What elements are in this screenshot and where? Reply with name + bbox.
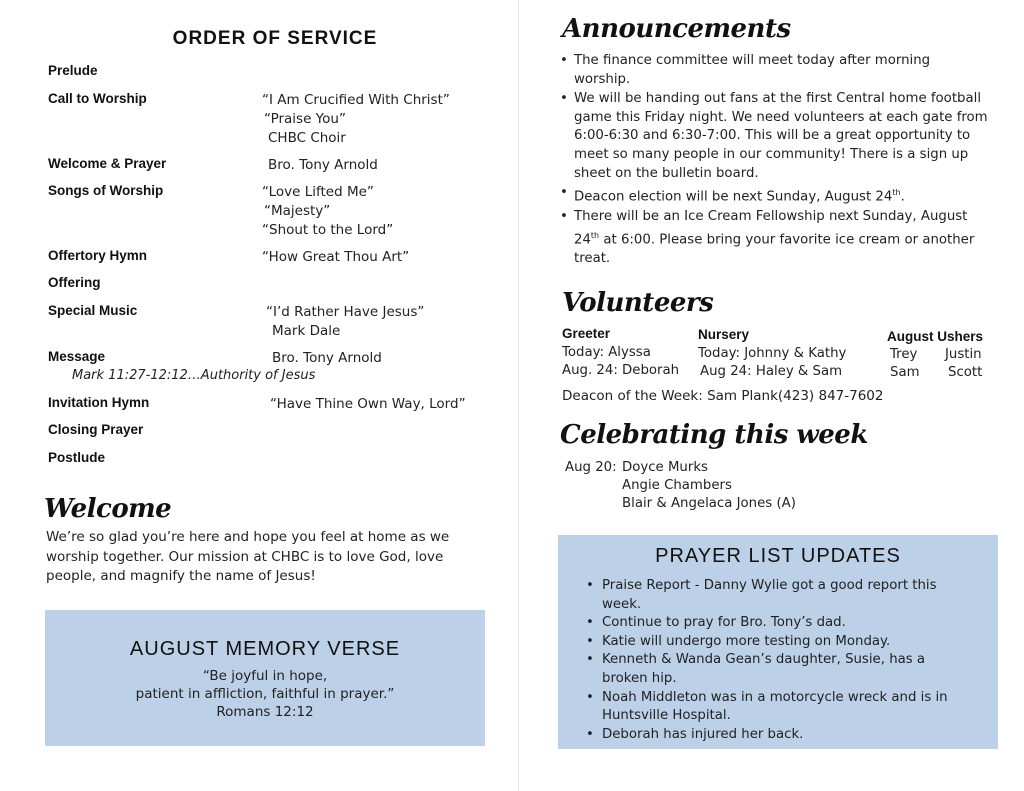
announcement-item: • There will be an Ice Cream Fellowship next Sunday, August 24th at 6:00. Please bring your favorite ice cream or another treat. (560, 208, 990, 268)
service-value: “I’d Rather Have Jesus” (266, 304, 425, 320)
service-value: Mark Dale (272, 323, 341, 339)
service-value: “Love Lifted Me” (262, 184, 374, 200)
service-value: “Have Thine Own Way, Lord” (270, 396, 466, 412)
deacon-of-the-week: Deacon of the Week: Sam Plank(423) 847-7602 (562, 388, 884, 404)
service-value: CHBC Choir (268, 130, 346, 146)
service-item-invitation-hymn: Invitation Hymn (48, 395, 150, 410)
memory-verse-box (45, 610, 485, 746)
prayer-list-title: PRAYER LIST UPDATES (655, 545, 901, 567)
nursery-row: Aug 24: Haley & Sam (700, 364, 843, 379)
celebrating-date: Aug 20: (565, 460, 617, 475)
memory-verse-title: AUGUST MEMORY VERSE (129, 638, 401, 660)
prayer-list (586, 577, 966, 744)
usher-name: Sam (890, 365, 920, 380)
service-item-prelude: Prelude (48, 63, 98, 78)
ushers-heading: August Ushers (887, 329, 984, 344)
celebrating-heading: Celebrating this week (560, 420, 868, 450)
page-fold-divider (518, 0, 519, 791)
announcement-item: • We will be handing out fans at the first Central home football game this Friday night. We need volunteers at each gate from 6:00-6:30 and 6:30-7:00. This will be a great opportunity to meet so many people in our community! There is a sign up sheet on the bulletin board. (560, 90, 990, 183)
prayer-list-box (558, 535, 998, 749)
announcement-item: • Deacon election will be next Sunday, August 24th. (560, 184, 990, 207)
memory-verse-reference: Romans 12:12 (216, 704, 314, 720)
welcome-text: We’re so glad you’re here and hope you feel at home as we worship together. Our mission at CHBC is to love God, love people, and magnify the name of Jesus! (46, 529, 450, 584)
memory-verse-line: “Be joyful in hope, (202, 668, 328, 684)
order-of-service-title: ORDER OF SERVICE (172, 28, 378, 49)
service-value: “How Great Thou Art” (262, 249, 410, 265)
celebrating-name: Angie Chambers (622, 478, 732, 493)
service-value: “I Am Crucified With Christ” (262, 92, 450, 108)
greeter-row: Today: Alyssa (562, 345, 651, 360)
celebrating-name: Doyce Murks (622, 460, 708, 475)
service-item-welcome-prayer: Welcome & Prayer (48, 156, 167, 171)
service-value: Bro. Tony Arnold (268, 157, 378, 173)
service-item-call-to-worship: Call to Worship (48, 91, 147, 106)
welcome-heading: Welcome (44, 494, 172, 524)
nursery-row: Today: Johnny & Kathy (698, 346, 847, 361)
service-item-closing-prayer: Closing Prayer (48, 422, 144, 437)
service-item-offertory-hymn: Offertory Hymn (48, 248, 148, 263)
prayer-item: • Kenneth & Wanda Gean’s daughter, Susie, has a broken hip. (586, 651, 966, 688)
prayer-item: • Deborah has injured her back. (586, 726, 966, 745)
service-value: “Shout to the Lord” (262, 222, 394, 238)
service-item-offering: Offering (48, 275, 101, 290)
service-item-songs-of-worship: Songs of Worship (48, 183, 164, 198)
service-value: “Majesty” (264, 203, 331, 219)
volunteers-heading: Volunteers (562, 288, 714, 318)
usher-name: Scott (948, 365, 983, 380)
prayer-item: • Noah Middleton was in a motorcycle wreck and is in Huntsville Hospital. (586, 689, 966, 726)
greeter-row: Aug. 24: Deborah (562, 363, 680, 378)
service-value: Bro. Tony Arnold (272, 350, 382, 366)
service-item-special-music: Special Music (48, 303, 138, 318)
announcement-item: • The finance committee will meet today after morning worship. (560, 52, 990, 89)
celebrating-name: Blair & Angelaca Jones (A) (622, 496, 796, 511)
announcements-heading: Announcements (562, 14, 791, 44)
nursery-heading: Nursery (698, 327, 750, 342)
service-value: “Praise You” (264, 111, 346, 127)
memory-verse-line: patient in affliction, faithful in prayer.” (135, 686, 395, 702)
usher-name: Trey (890, 347, 918, 362)
service-item-message: Message (48, 349, 106, 364)
greeter-heading: Greeter (562, 326, 611, 341)
prayer-item: • Praise Report - Danny Wylie got a good report this week. (586, 577, 966, 614)
message-scripture-note: Mark 11:27-12:12…Authority of Jesus (72, 368, 316, 383)
usher-name: Justin (945, 347, 982, 362)
announcements-list (560, 52, 990, 269)
service-item-postlude: Postlude (48, 450, 106, 465)
prayer-item: • Katie will undergo more testing on Monday. (586, 633, 966, 652)
prayer-item: • Continue to pray for Bro. Tony’s dad. (586, 614, 966, 633)
